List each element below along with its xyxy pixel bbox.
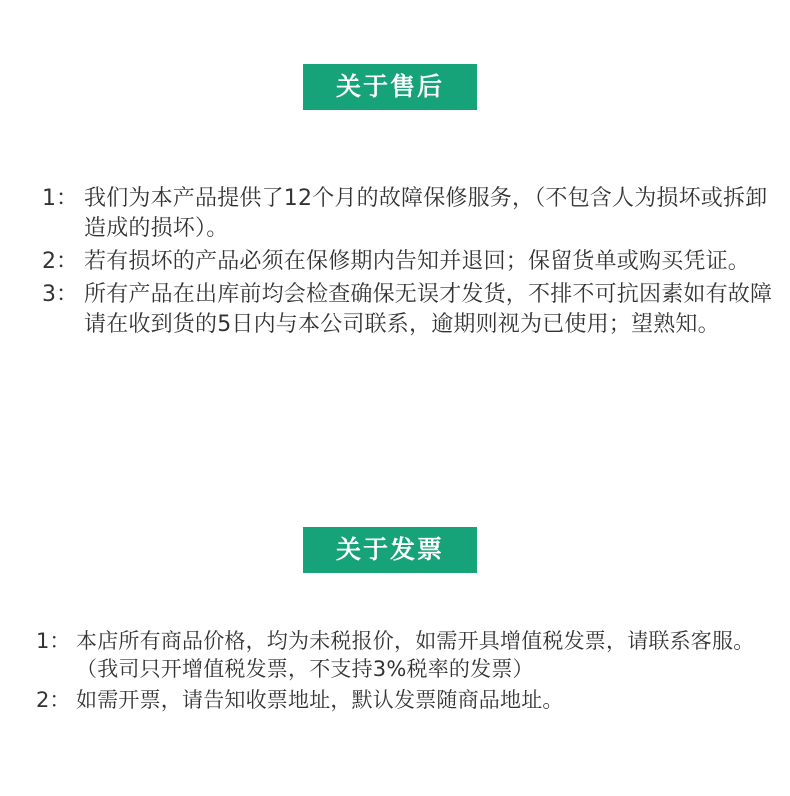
term-number: 2： [36,688,71,712]
invoice-heading [303,527,477,573]
after-sales-term-3 [42,280,782,340]
after-sales-heading [303,64,477,110]
after-sales-term-2 [42,247,782,277]
after-sales-terms-list [42,184,782,381]
invoice-term-1 [36,627,786,683]
term-text: 若有损坏的产品必须在保修期内告知并退回；保留货单或购买凭证。 [84,249,751,274]
term-text: 我们为本产品提供了12个月的故障保修服务，（不包含人为损坏或拆卸造成的损坏）。 [84,186,768,241]
term-number: 3： [42,282,78,307]
invoice-term-2 [36,686,786,714]
term-number: 1： [42,186,78,211]
after-sales-term-1 [42,184,782,244]
term-text: 本店所有商品价格，均为未税报价，如需开具增值税发票，请联系客服。（我司只开增值税发票，不支持3%税率的发票） [76,629,755,681]
after-sales-title: 关于售后 [335,72,444,101]
term-number: 2： [42,249,78,274]
invoice-title: 关于发票 [335,535,444,564]
term-text: 如需开票，请告知收票地址，默认发票随商品地址。 [76,688,564,712]
term-text: 所有产品在出库前均会检查确保无误才发货，不排不可抗因素如有故障请在收到货的5日内与本公司联系，逾期则视为已使用；望熟知。 [84,282,773,337]
invoice-terms-list [36,627,786,717]
term-number: 1： [36,629,71,653]
